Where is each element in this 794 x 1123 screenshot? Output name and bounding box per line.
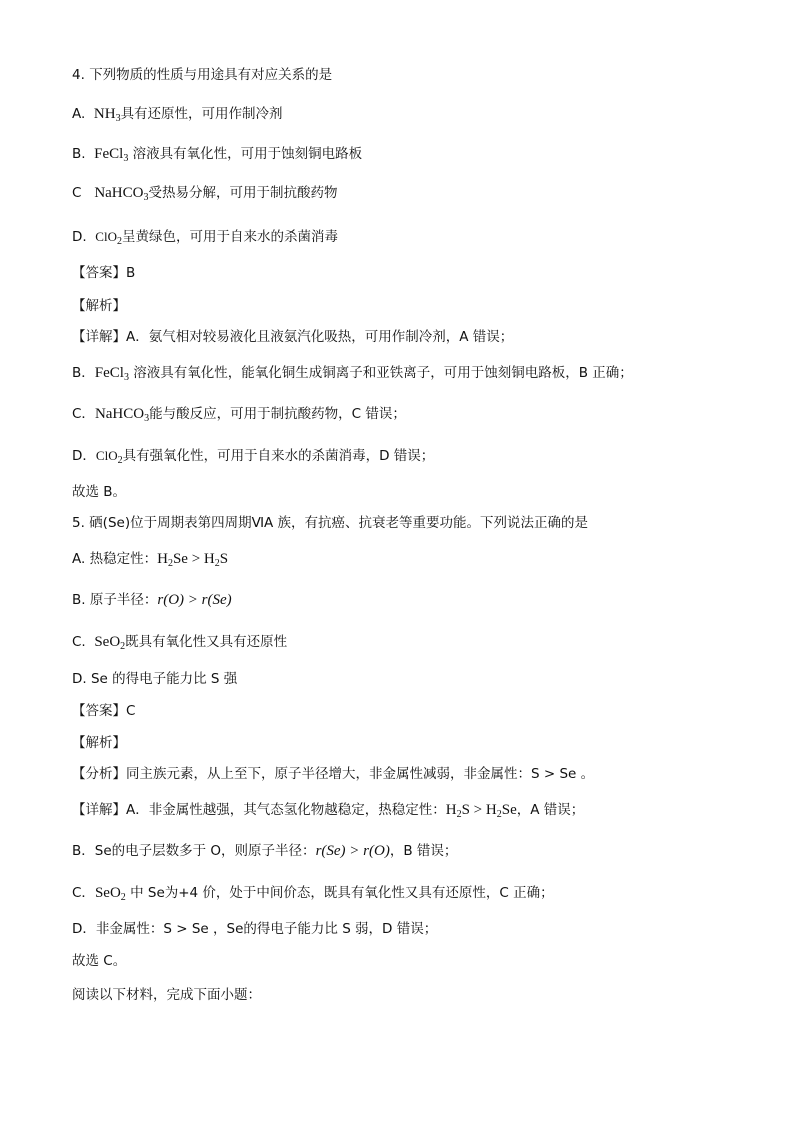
- q5-option-c[interactable]: [72, 633, 287, 651]
- detail-text: 具有强氧化性，可用于自来水的杀菌消毒，D 错误；: [122, 448, 435, 464]
- fenxi-tag: 【分析】: [72, 766, 126, 782]
- q5-option-d[interactable]: D. Se 的得电子能力比 S 强: [72, 671, 238, 687]
- q5-stem: 5. 硒(Se)位于周期表第四周期ⅥA 族，有抗癌、抗衰老等重要功能。下列说法正确的是: [72, 515, 589, 531]
- option-label: C: [72, 185, 82, 201]
- q5-analysis-heading: 【解析】: [72, 735, 126, 751]
- q4-stem-text: 下列物质的性质与用途具有对应关系的是: [89, 67, 333, 83]
- q4-detail-c: C．NaHCO$_3$能与酸反应，可用于制抗酸药物，C 错误；: [72, 406, 406, 424]
- q5-detail-b: B．Se的电子层数多于 O，则原子半径：r(Se) > r(O)，B 错误；: [72, 843, 458, 859]
- q4-option-d[interactable]: [72, 228, 338, 246]
- formula: FeCl$_3$: [94, 146, 129, 164]
- formula: NaHCO$_3$: [94, 185, 149, 203]
- q4-conclusion: 故选 B。: [72, 484, 127, 500]
- q4-stem: [72, 66, 332, 84]
- option-label: A.: [72, 106, 86, 122]
- q5-detail-a: 【详解】A．非金属性越强，其气态氢化物越稳定，热稳定性：$H_2S > H_2Se$，A 错误；: [72, 802, 585, 820]
- detail-text: 中 Se为+4 价，处于中间价态，既具有氧化性又具有还原性，C 正确；: [130, 885, 554, 901]
- reading-prompt: 阅读以下材料，完成下面小题：: [72, 987, 261, 1003]
- formula: FeCl$_3$: [94, 365, 129, 383]
- formula: $NH_3$: [93, 106, 121, 124]
- option-text: 受热易分解，可用于制抗酸药物: [148, 185, 338, 201]
- q5-conclusion: 故选 C。: [72, 953, 127, 969]
- option-text: 溶液具有氧化性，可用于蚀刻铜电路板: [132, 146, 363, 162]
- option-text: B. 原子半径：: [72, 592, 158, 608]
- formula: NaHCO$_3$: [94, 406, 150, 424]
- formula: r(O) > r(Se): [157, 592, 232, 608]
- option-text: 呈黄绿色，可用于自来水的杀菌消毒: [121, 229, 338, 245]
- option-text: 既具有氧化性又具有还原性: [125, 634, 288, 650]
- q4-detail-b: B．FeCl$_3$ 溶液具有氧化性，能氧化铜生成铜离子和亚铁离子，可用于蚀刻铜电路板，B 正确；: [72, 365, 633, 383]
- formula: $H_2S > H_2Se$: [445, 802, 517, 820]
- q4-answer: 【答案】B: [72, 265, 136, 281]
- detail-text: A．氨气相对较易液化且液氨汽化吸热，可用作制冷剂，A 错误；: [126, 329, 514, 345]
- option-text: 具有还原性，可用作制冷剂: [120, 106, 283, 122]
- option-label: B.: [72, 146, 86, 162]
- q4-number: 4.: [72, 67, 85, 83]
- detail-text: 能与酸反应，可用于制抗酸药物，C 错误；: [149, 406, 406, 422]
- formula: $H_2Se > H_2S$: [157, 551, 229, 569]
- q5-option-b[interactable]: [72, 591, 232, 609]
- formula: SeO$_2$: [94, 885, 126, 903]
- detail-tag: 【详解】: [72, 802, 126, 818]
- formula: r(Se) > r(O): [315, 843, 390, 859]
- q5-detail-c: C．SeO$_2$ 中 Se为+4 价，处于中间价态，既具有氧化性又具有还原性，C 正确；: [72, 885, 554, 903]
- q4-option-b[interactable]: [72, 145, 362, 163]
- q5-answer: 【答案】C: [72, 703, 136, 719]
- q4-option-a[interactable]: [72, 105, 283, 123]
- fenxi-text: 同主族元素，从上至下，原子半径增大，非金属性减弱，非金属性：S > Se 。: [126, 766, 595, 782]
- detail-tag: 【详解】: [72, 329, 126, 345]
- q4-detail-a: [72, 328, 513, 346]
- option-label: C.: [72, 634, 86, 650]
- q5-fenxi: [72, 765, 594, 783]
- q5-option-a[interactable]: [72, 550, 228, 568]
- formula: SeO$_2$: [94, 634, 126, 652]
- q4-analysis-heading: 【解析】: [72, 298, 126, 314]
- option-label: D.: [72, 229, 87, 245]
- q4-option-c[interactable]: [72, 184, 337, 202]
- formula: ClO$_2$: [95, 448, 123, 466]
- formula: ClO$_2$: [95, 229, 122, 247]
- detail-text: 溶液具有氧化性，能氧化铜生成铜离子和亚铁离子，可用于蚀刻铜电路板，B 正确；: [133, 365, 633, 381]
- q5-detail-d: D．非金属性：S > Se ，Se的得电子能力比 S 弱，D 错误；: [72, 921, 438, 937]
- q4-detail-d: D．ClO$_2$具有强氧化性，可用于自来水的杀菌消毒，D 错误；: [72, 448, 435, 466]
- option-text: A. 热稳定性：: [72, 551, 158, 567]
